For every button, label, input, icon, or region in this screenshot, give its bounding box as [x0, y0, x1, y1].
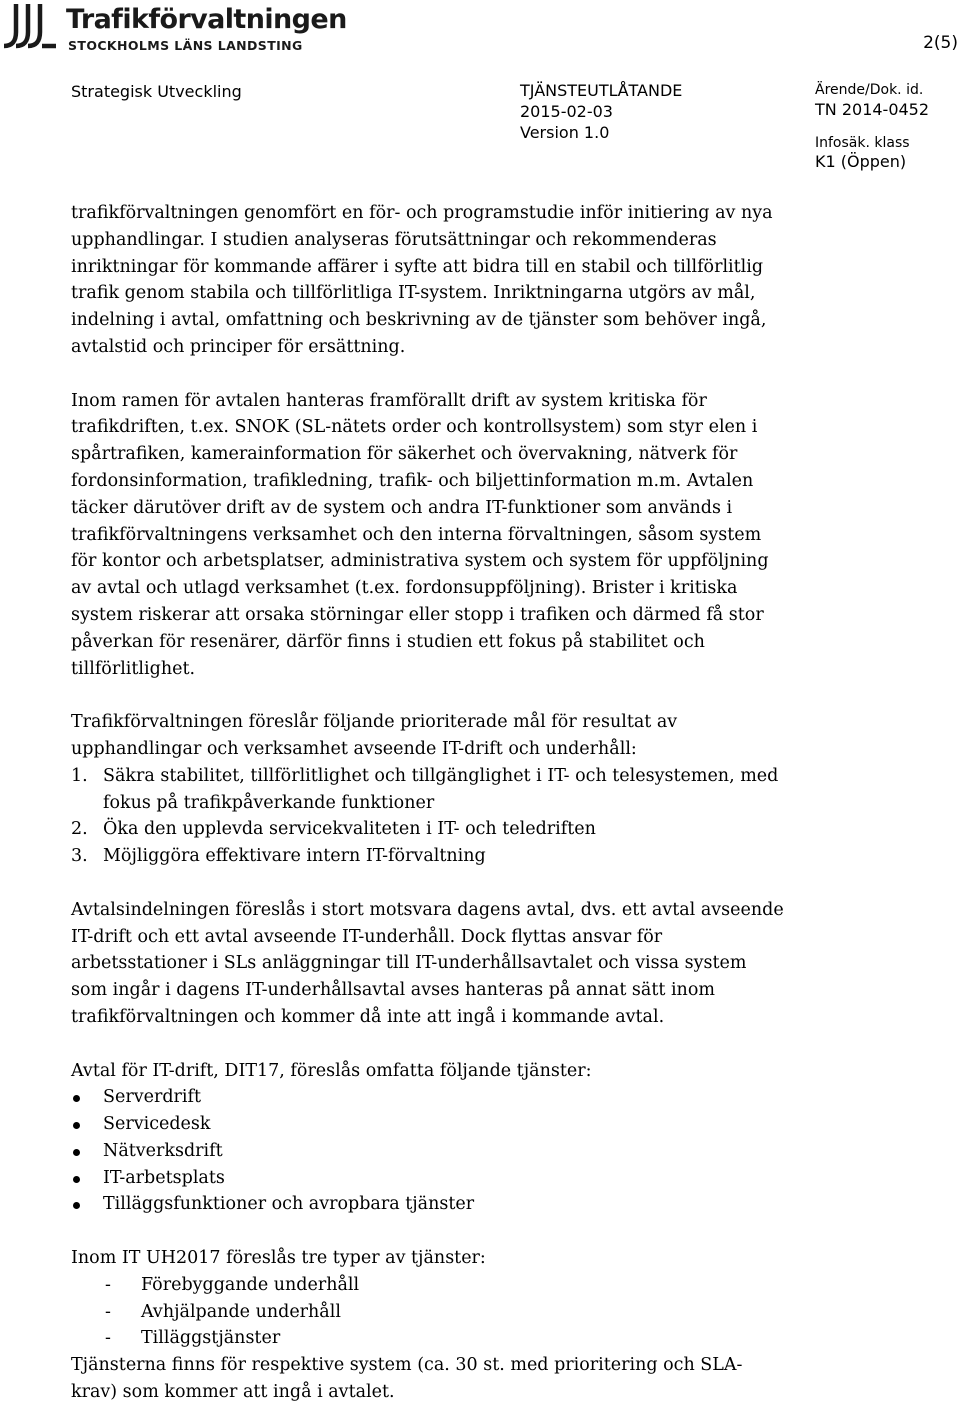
list-item	[71, 1299, 841, 1326]
text-line: trafikförvaltningens verksamhet och den interna förvaltningen, såsom system	[71, 524, 762, 545]
list-item-text: Möjliggöra effektivare intern IT-förvaltning	[103, 846, 486, 867]
reference-label: Ärende/Dok. id.	[815, 82, 924, 98]
list-item	[71, 1084, 841, 1111]
text-line: arbetsstationer i SLs anläggningar till IT-underhållsavtalet och vissa system	[71, 953, 747, 974]
text-line: upphandlingar och verksamhet avseende IT-drift och underhåll:	[71, 738, 637, 759]
document-date: 2015-02-03	[520, 102, 613, 121]
text-line: IT-drift och ett avtal avseende IT-underhåll. Dock flyttas ansvar för	[71, 926, 663, 947]
text-line: Avtalsindelningen föreslås i stort motsvara dagens avtal, dvs. ett avtal avseende	[71, 899, 784, 920]
text-line: fokus på trafikpåverkande funktioner	[103, 792, 435, 813]
org-subtitle: STOCKHOLMS LÄNS LANDSTING	[68, 38, 303, 53]
dash-marker: -	[105, 1301, 111, 1322]
logo-mark-icon	[2, 2, 58, 50]
list-item-text: Tilläggsfunktioner och avropbara tjänster	[103, 1194, 475, 1215]
text-line: trafik genom stabila och tillförlitliga IT-system. Inriktningarna utgörs av mål,	[71, 283, 756, 304]
list-item-text	[103, 763, 841, 817]
text-line: täcker därutöver drift av de system och andra IT-funktioner som används i	[71, 497, 733, 518]
classification-label: Infosäk. klass	[815, 135, 910, 151]
org-name: Trafikförvaltningen	[66, 4, 347, 35]
list-item	[71, 763, 841, 817]
list-item	[71, 843, 841, 870]
dash-marker: -	[105, 1274, 111, 1295]
paragraph-goals-intro	[71, 709, 841, 763]
list-item-text: IT-arbetsplats	[103, 1167, 225, 1188]
list-item	[71, 816, 841, 843]
list-item-text: Tilläggstjänster	[141, 1328, 281, 1349]
text-line: indelning i avtal, omfattning och beskrivning av de tjänster som behöver ingå,	[71, 310, 767, 331]
text-line: system riskerar att orsaka störningar eller stopp i trafiken och därmed få stor	[71, 604, 764, 625]
paragraph-critical-systems	[71, 388, 841, 683]
department: Strategisk Utveckling	[71, 82, 242, 101]
text-line: som ingår i dagens IT-underhållsavtal avses hanteras på annat sätt inom	[71, 980, 715, 1001]
goals-list	[71, 763, 841, 870]
list-item	[71, 1138, 841, 1165]
list-item	[71, 1165, 841, 1192]
bullet-icon	[73, 1095, 80, 1102]
text-line: avtalstid och principer för ersättning.	[71, 336, 406, 357]
document-type: TJÄNSTEUTLÅTANDE	[520, 81, 683, 100]
text-line: trafikförvaltningen och kommer då inte att ingå i kommande avtal.	[71, 1006, 665, 1027]
text-line: påverkan för resenärer, därför finns i studien ett fokus på stabilitet och	[71, 631, 705, 652]
text-line: Säkra stabilitet, tillförlitlighet och tillgänglighet i IT- och telesystemen, med	[103, 765, 779, 786]
bullet-icon	[73, 1122, 80, 1129]
dash-marker: -	[105, 1328, 111, 1349]
paragraph-dit17-intro: Avtal för IT-drift, DIT17, föreslås omfatta följande tjänster:	[71, 1060, 592, 1081]
text-line: trafikdriften, t.ex. SNOK (SL-nätets order och kontrollsystem) som styr elen i	[71, 417, 758, 438]
text-line: fordonsinformation, trafikledning, trafik- och biljettinformation m.m. Avtalen	[71, 470, 754, 491]
list-item	[71, 1325, 841, 1352]
text-line: krav) som kommer att ingå i avtalet.	[71, 1382, 395, 1403]
reference-value: TN 2014-0452	[815, 100, 930, 119]
bullet-icon	[73, 1176, 80, 1183]
document-body	[71, 200, 841, 1406]
paragraph-uh2017-intro: Inom IT UH2017 föreslås tre typer av tjänster:	[71, 1248, 486, 1269]
list-item	[71, 1111, 841, 1138]
text-line: trafikförvaltningen genomfört en för- och programstudie inför initiering av nya	[71, 203, 773, 223]
text-line: Tjänsterna finns för respektive system (ca. 30 st. med prioritering och SLA-	[71, 1355, 743, 1376]
text-line: inriktningar för kommande affärer i syfte att bidra till en stabil och tillförlitlig	[71, 256, 764, 277]
paragraph-services-per-system	[71, 1352, 841, 1406]
bullet-icon	[73, 1202, 80, 1209]
list-item	[71, 1272, 841, 1299]
paragraph-study-intro	[71, 200, 841, 361]
list-item-text: Serverdrift	[103, 1087, 201, 1108]
bullet-icon	[73, 1149, 80, 1156]
list-item	[71, 1191, 841, 1218]
uh-types-list	[71, 1272, 841, 1352]
list-item-text: Förebyggande underhåll	[141, 1274, 360, 1295]
list-item-text: Öka den upplevda servicekvaliteten i IT- och teledriften	[103, 819, 596, 840]
list-number: 3.	[71, 846, 88, 867]
list-number: 2.	[71, 819, 88, 840]
text-line: upphandlingar. I studien analyseras förutsättningar och rekommenderas	[71, 229, 717, 250]
text-line: spårtrafiken, kamerainformation för säkerhet och övervakning, nätverk för	[71, 444, 738, 465]
list-number: 1.	[71, 765, 88, 786]
services-list	[71, 1084, 841, 1218]
paragraph-contract-division	[71, 897, 841, 1031]
classification-value: K1 (Öppen)	[815, 152, 907, 171]
document-version: Version 1.0	[520, 123, 610, 142]
text-line: av avtal och utlagd verksamhet (t.ex. fordonsuppföljning). Brister i kritiska	[71, 578, 738, 599]
list-item-text: Nätverksdrift	[103, 1140, 223, 1161]
text-line: Trafikförvaltningen föreslår följande prioriterade mål för resultat av	[71, 712, 678, 733]
text-line: tillförlitlighet.	[71, 658, 196, 679]
page-number: 2(5)	[923, 33, 958, 53]
list-item-text: Servicedesk	[103, 1114, 211, 1135]
list-item-text: Avhjälpande underhåll	[141, 1301, 341, 1322]
text-line: Inom ramen för avtalen hanteras framförallt drift av system kritiska för	[71, 390, 707, 411]
text-line: för kontor och arbetsplatser, administrativa system och system för uppföljning	[71, 551, 769, 572]
